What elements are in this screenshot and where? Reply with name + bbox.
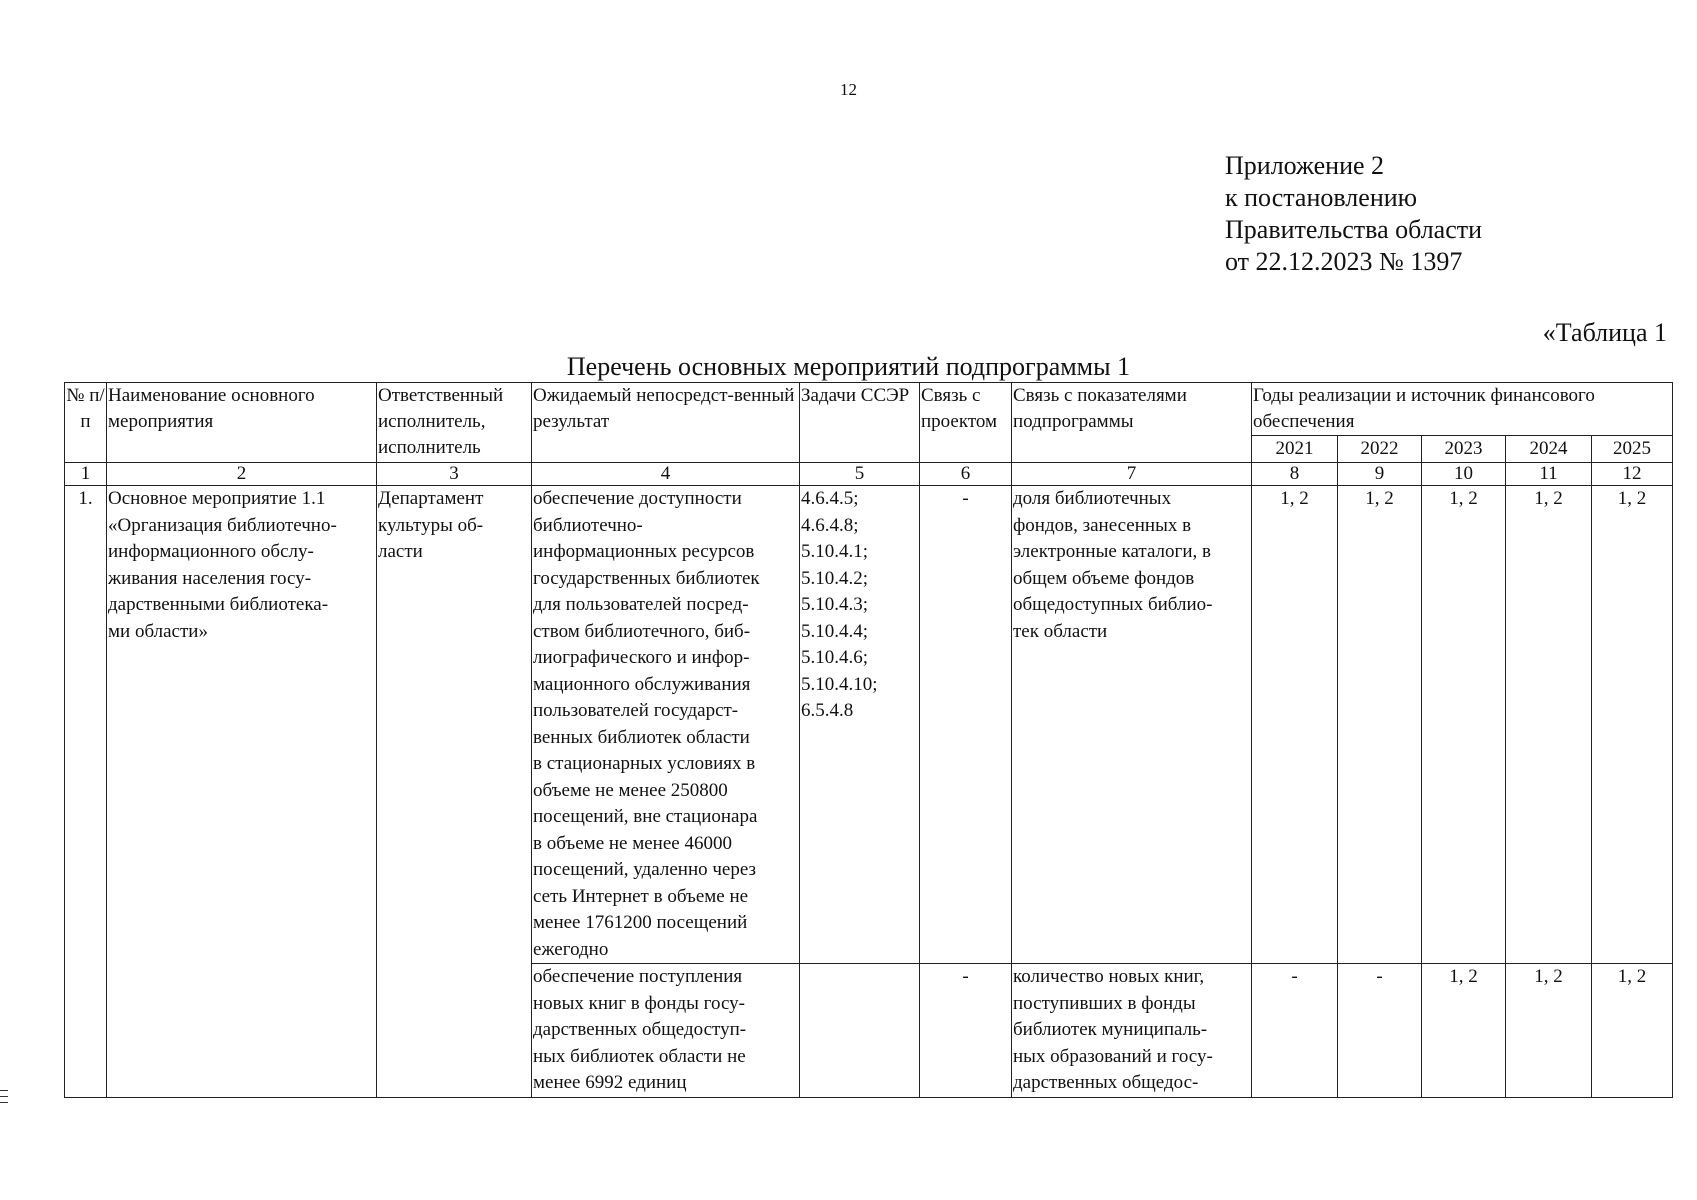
text-line: дарственных общедос- [1013,1072,1199,1093]
column-number: 11 [1506,463,1592,486]
text-line: 5.10.4.4; [801,620,869,642]
year-funding: 1, 2 [1506,964,1592,1098]
column-number: 6 [920,463,1012,486]
year-funding: 1, 2 [1506,486,1592,964]
measure-name [107,486,377,1098]
text-line: общедоступных библио- [1013,594,1213,615]
year-funding: - [1338,964,1422,1098]
header-year: 2023 [1422,436,1506,463]
ssep-tasks [800,964,920,1098]
header-result: Ожидаемый непосредст-венный результат [532,383,800,463]
text-line: информационного обслу- [108,541,314,562]
text-line: в объеме не менее 46000 [533,832,732,854]
header-executor: Ответственный исполнитель, исполнитель [377,383,532,463]
text-line: новых книг в фонды госу- [533,992,745,1014]
expected-result [532,964,800,1098]
text-line: 4.6.4.5; [801,488,859,509]
table-label: «Таблица 1 [1542,318,1667,347]
header-project: Связь с проектом [920,383,1012,463]
text-line: ми области» [108,620,208,642]
text-line: библиотек муниципаль- [1013,1019,1208,1040]
text-line: 4.6.4.8; [801,514,859,536]
text-line: общем объеме фондов [1013,567,1195,589]
text-line: 5.10.4.6; [801,647,869,668]
column-number: 1 [65,463,107,486]
column-number: 3 [377,463,532,486]
table-row [65,486,1673,964]
text-line: обеспечение поступления [533,966,743,987]
appendix-line: от 22.12.2023 № 1397 [1225,247,1463,276]
text-line: в стационарных условиях в [533,753,756,774]
text-line: менее 1761200 посещений [533,912,748,933]
year-funding: 1, 2 [1422,486,1506,964]
project-link: - [920,964,1012,1098]
column-number-row [65,463,1673,486]
appendix-line: Приложение 2 [1225,151,1385,180]
text-line: информационных ресурсов [533,541,755,562]
year-funding: 1, 2 [1592,486,1673,964]
column-number: 8 [1252,463,1338,486]
text-line: тек области [1013,620,1108,642]
header-year: 2022 [1338,436,1422,463]
page-number: 12 [840,80,857,99]
text-line: поступивших в фонды [1013,992,1196,1014]
appendix-block [1225,150,1482,278]
column-number: 9 [1338,463,1422,486]
appendix-line: к постановлению [1225,183,1418,212]
expected-result [532,486,800,964]
column-number: 5 [800,463,920,486]
text-line: фондов, занесенных в [1013,514,1192,536]
text-line: электронные каталоги, в [1013,541,1211,562]
header-year: 2024 [1506,436,1592,463]
text-line: ласти [378,541,423,562]
header-indicators: Связь с показателями подпрограммы [1012,383,1252,463]
text-line: 5.10.4.10; [801,673,878,695]
text-line: ных библиотек области не [533,1045,746,1067]
text-line: ных образований и госу- [1013,1045,1213,1067]
measure-executor [377,486,532,1098]
column-number: 7 [1012,463,1252,486]
year-funding: 1, 2 [1252,486,1338,964]
text-line: библиотечно- [533,514,643,536]
text-line: посещений, удаленно через [533,859,757,880]
year-funding: 1, 2 [1422,964,1506,1098]
text-line: 5.10.4.1; [801,541,869,562]
text-line: культуры об- [378,514,484,536]
header-row [65,383,1673,436]
measures-table [64,382,1673,1098]
margin-mark [0,1102,8,1103]
text-line: для пользователей посред- [533,594,749,615]
margin-mark [0,1090,8,1091]
column-number: 4 [532,463,800,486]
indicator-link [1012,964,1252,1098]
header-name: Наименование основного мероприятия [107,383,377,463]
text-line: менее 6992 единиц [533,1072,687,1093]
text-line: 5.10.4.3; [801,594,869,615]
header-years-group: Годы реализации и источник финансового обеспечения [1252,383,1673,436]
text-line: ством библиотечного, биб- [533,620,751,642]
header-year: 2021 [1252,436,1338,463]
header-tasks: Задачи ССЭР [800,383,920,463]
column-number: 10 [1422,463,1506,486]
text-line: пользователей государст- [533,700,739,721]
text-line: посещений, вне стационара [533,806,758,827]
text-line: живания населения госу- [108,567,312,589]
text-line: 5.10.4.2; [801,567,869,589]
text-line: дарственными библиотека- [108,594,329,615]
year-funding: - [1252,964,1338,1098]
year-funding: 1, 2 [1592,964,1673,1098]
margin-mark [0,1096,8,1097]
text-line: государственных библиотек [533,567,760,589]
text-line: «Организация библиотечно- [108,514,337,536]
text-line: лиографического и инфор- [533,647,750,668]
text-line: обеспечение доступности [533,488,742,509]
text-line: 6.5.4.8 [801,700,854,721]
text-line: доля библиотечных [1013,488,1172,509]
appendix-line: Правительства области [1225,215,1483,244]
text-line: сеть Интернет в объеме не [533,885,749,907]
project-link: - [920,486,1012,964]
column-number: 12 [1592,463,1673,486]
indicator-link [1012,486,1252,964]
header-year: 2025 [1592,436,1673,463]
text-line: дарственных общедоступ- [533,1019,747,1040]
ssep-tasks [800,486,920,964]
table-title: Перечень основных мероприятий подпрограммы 1 [566,352,1131,381]
text-line: ежегодно [533,938,609,960]
text-line: Основное мероприятие 1.1 [108,488,326,509]
text-line: количество новых книг, [1013,966,1205,987]
text-line: венных библиотек области [533,726,750,748]
header-num: № п/п [65,383,107,463]
year-funding: 1, 2 [1338,486,1422,964]
text-line: объеме не менее 250800 [533,779,728,801]
column-number: 2 [107,463,377,486]
text-line: Департамент [378,488,484,509]
row-number: 1. [65,486,107,1098]
text-line: мационного обслуживания [533,673,751,695]
